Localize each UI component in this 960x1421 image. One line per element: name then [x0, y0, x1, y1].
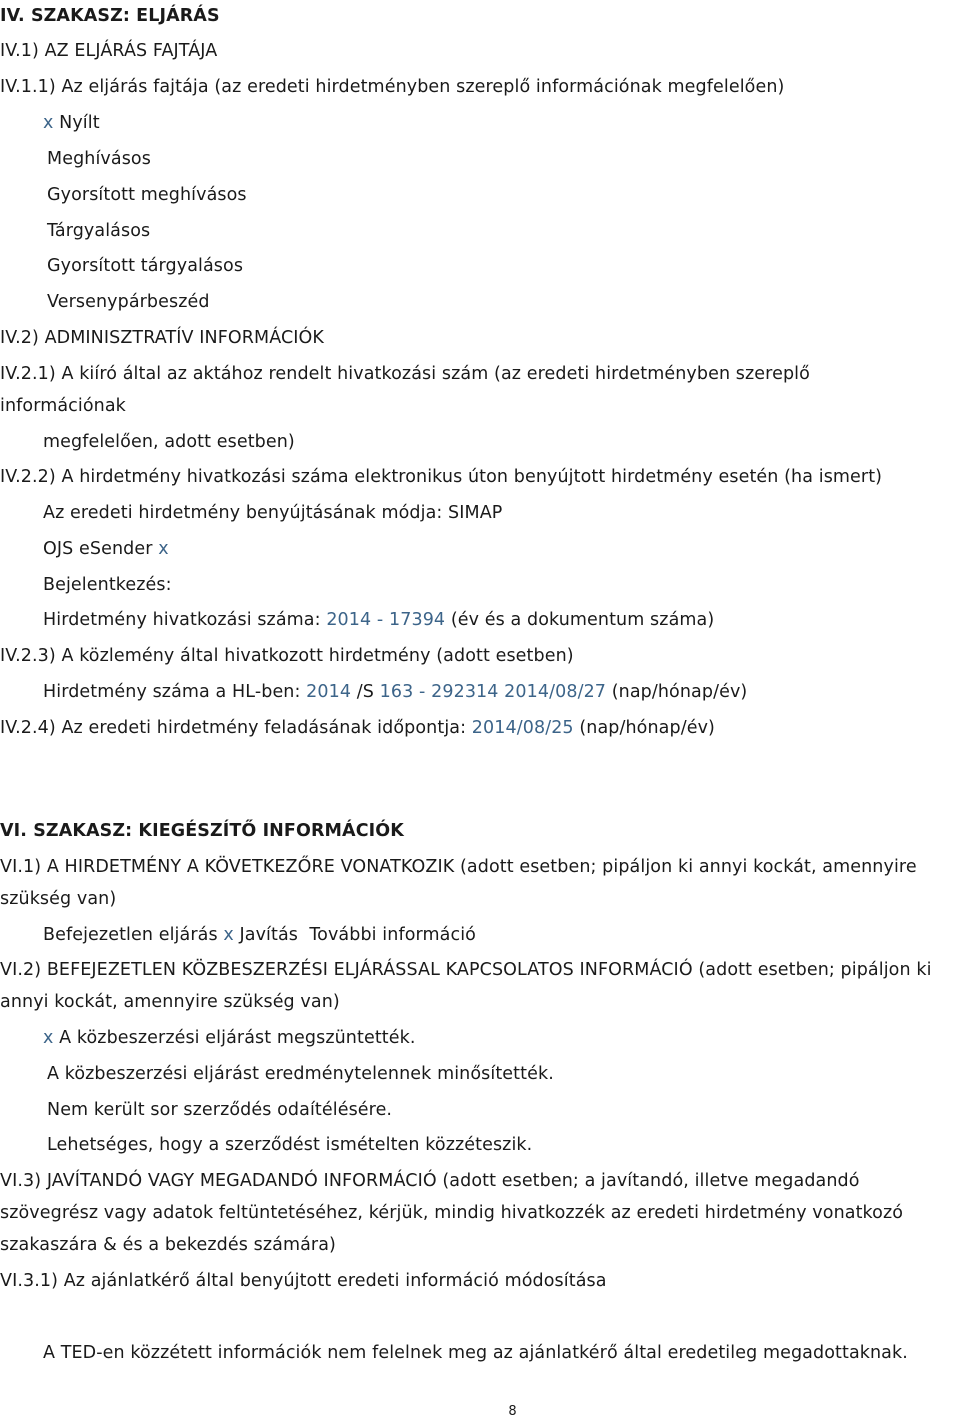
heading-vi3-line1: VI.3) JAVÍTANDÓ VAGY MEGADANDÓ INFORMÁCIÓ (adott esetben; a javítandó, illetve megadandó	[0, 1171, 860, 1191]
option-label: Gyorsított tárgyalásos	[47, 256, 244, 276]
option-label: Versenypárbeszéd	[47, 292, 210, 312]
option-gyorsitott-targyalasos	[47, 254, 243, 278]
vi2-option-eredmenytelen	[47, 1062, 554, 1086]
hl-suffix: (nap/hónap/év)	[611, 682, 748, 702]
reference-number-row	[43, 608, 714, 632]
heading-vi3-line2: szövegrész vagy adatok feltüntetéséhez, kérjük, mindig hivatkozzék az eredeti hirdetmény vonatkozó	[0, 1203, 904, 1223]
checkmark-x: x	[158, 539, 169, 559]
option-gyorsitott-meghivasos	[47, 183, 247, 207]
heading-iv11: IV.1.1) Az eljárás fajtája (az eredeti hirdetményben szereplő információnak megfelelően)	[0, 77, 785, 97]
option-label: Gyorsított meghívásos	[47, 185, 247, 205]
option-label: A közbeszerzési eljárást megszüntették.	[59, 1028, 416, 1048]
hl-s: /S	[356, 682, 374, 702]
submission-method: Az eredeti hirdetmény benyújtásának módja: SIMAP	[43, 503, 503, 523]
checkmark-x: x	[43, 113, 54, 133]
page-number: 8	[508, 1404, 517, 1419]
hl-label: Hirdetmény száma a HL-ben:	[43, 682, 301, 702]
vi2-option-ismetelten	[47, 1133, 532, 1157]
heading-vi1-line2: szükség van)	[0, 889, 117, 909]
vi1-option-tovabbi: További információ	[309, 925, 476, 945]
heading-iv21-line1: IV.2.1) A kiíró által az aktához rendelt hivatkozási szám (az eredeti hirdetményben szereplő	[0, 364, 810, 384]
ojs-esender	[43, 537, 169, 561]
heading-vi2-line1: VI.2) BEFEJEZETLEN KÖZBESZERZÉSI ELJÁRÁSSAL KAPCSOLATOS INFORMÁCIÓ (adott esetben; pipáljon ki	[0, 960, 932, 980]
heading-iv21-line3: megfelelően, adott esetben)	[43, 432, 295, 452]
iv24-label: IV.2.4) Az eredeti hirdetmény feladásának időpontja:	[0, 718, 467, 738]
login-label: Bejelentkezés:	[43, 575, 172, 595]
hl-number: 163 - 292314 2014/08/27	[379, 682, 607, 702]
checkmark-x: x	[223, 925, 234, 945]
option-label: A közbeszerzési eljárást eredménytelennek minősítették.	[47, 1064, 554, 1084]
vi1-options-row	[43, 923, 476, 947]
reference-suffix: (év és a dokumentum száma)	[450, 610, 715, 630]
vi2-option-nem-kerult-sor	[47, 1098, 392, 1122]
heading-iv22: IV.2.2) A hirdetmény hivatkozási száma elektronikus úton benyújtott hirdetmény esetén (ha ismert)	[0, 467, 883, 487]
reference-value: 2014 - 17394	[326, 610, 446, 630]
option-label: Nyílt	[59, 113, 100, 133]
vi1-option-befejezetlen: Befejezetlen eljárás	[43, 925, 218, 945]
heading-vi2-line2: annyi kockát, amennyire szükség van)	[0, 992, 340, 1012]
option-targyalasos	[47, 219, 150, 243]
heading-iv23: IV.2.3) A közlemény által hivatkozott hirdetmény (adott esetben)	[0, 646, 574, 666]
option-nyilt	[43, 111, 100, 135]
heading-iv21-line2: információnak	[0, 396, 126, 416]
heading-vi1-line1: VI.1) A HIRDETMÉNY A KÖVETKEZŐRE VONATKOZIK (adott esetben; pipáljon ki annyi kockát, amennyire	[0, 857, 917, 877]
heading-iv24	[0, 716, 715, 740]
option-label: Nem került sor szerződés odaítélésére.	[47, 1100, 393, 1120]
heading-vi31: VI.3.1) Az ajánlatkérő által benyújtott eredeti információ módosítása	[0, 1271, 607, 1291]
heading-iv1: IV.1) AZ ELJÁRÁS FAJTÁJA	[0, 41, 218, 61]
option-versenyparbeszed	[47, 290, 210, 314]
heading-vi3-line3: szakaszára & és a bekezdés számára)	[0, 1235, 336, 1255]
section-vi-title: VI. SZAKASZ: KIEGÉSZÍTŐ INFORMÁCIÓK	[0, 821, 404, 841]
ted-note: A TED-en közzétett információk nem felelnek meg az ajánlatkérő által eredetileg megadottaknak.	[43, 1343, 908, 1363]
section-iv-title: IV. SZAKASZ: ELJÁRÁS	[0, 6, 220, 26]
option-label: Tárgyalásos	[47, 221, 151, 241]
hl-number-row	[43, 680, 747, 704]
hl-year: 2014	[306, 682, 352, 702]
vi2-option-megszuntettek	[43, 1026, 416, 1050]
option-label: Meghívásos	[47, 149, 151, 169]
reference-label: Hirdetmény hivatkozási száma:	[43, 610, 321, 630]
option-label: Lehetséges, hogy a szerződést ismételten közzéteszik.	[47, 1135, 533, 1155]
ojs-label: OJS eSender	[43, 539, 153, 559]
vi1-option-javitas: Javítás	[239, 925, 299, 945]
heading-iv2: IV.2) ADMINISZTRATÍV INFORMÁCIÓK	[0, 328, 325, 348]
iv24-date: 2014/08/25	[471, 718, 574, 738]
iv24-suffix: (nap/hónap/év)	[579, 718, 715, 738]
option-meghivasos	[47, 147, 151, 171]
checkmark-x: x	[43, 1028, 54, 1048]
